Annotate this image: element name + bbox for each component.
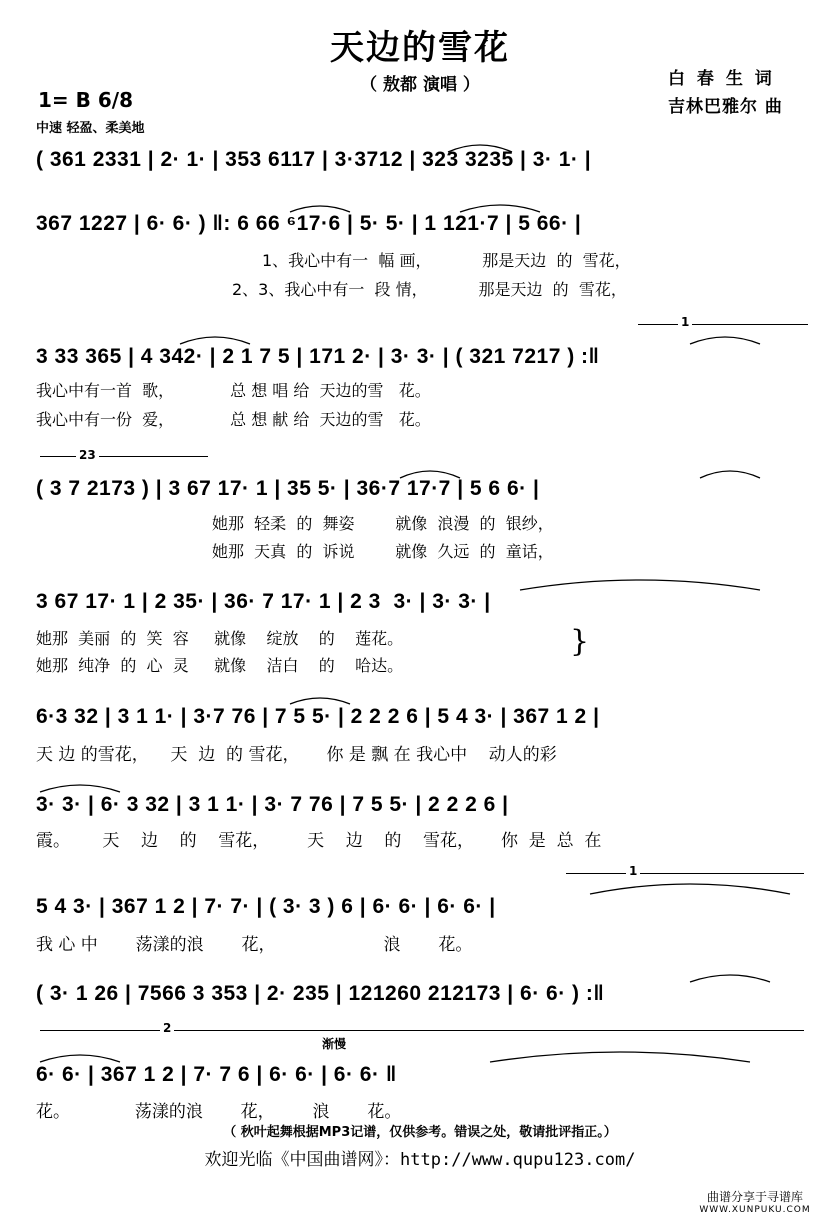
volta-label-2: 2 <box>160 1021 174 1035</box>
lyric-line-8: 我 心 中 荡漾的浪 花， 浪 花。 <box>36 935 473 955</box>
score-line-8: 5 4 3· | 367 1 2 | 7· 7· | ( 3· 3 ) 6 | 6· 6· | 6· 6· | <box>36 895 496 918</box>
welcome-link[interactable]: 欢迎光临《中国曲谱网》：http://www.qupu123.com/ <box>204 1150 636 1170</box>
footer-watermark <box>690 1191 820 1217</box>
lyric-line-7: 霞。 天 边 的 雪花， 天 边 的 雪花， 你 是 总 在 <box>36 831 602 851</box>
lyric-line-6: 天 边 的雪花， 天 边 的 雪花， 你 是 飘 在 我心中 动人的彩 <box>36 745 557 765</box>
score-line-10: 6· 6· | 367 1 2 | 7· 7 6 | 6· 6· | 6· 6· ‖ <box>36 1063 397 1086</box>
score-line-9: ( 3· 1 26 | 7566 3 353 | 2· 235 | 121260 212173 | 6· 6· ) :‖ <box>36 982 605 1005</box>
lyric-line-10: 花。 荡漾的浪 花， 浪 花。 <box>36 1102 402 1122</box>
volta-label-1b: 1 <box>626 864 640 878</box>
lyric-line-2-verse-1: 1、我心中有一 幅 画， 那是天边 的 雪花， <box>262 251 631 270</box>
volta-label-23: 23 <box>76 448 99 462</box>
lyric-line-4-verse-2: 她那 天真 的 诉说 就像 久远 的 童话， <box>212 542 554 561</box>
score-line-6: 6·3 32 | 3 1 1· | 3·7 76 | 7 5 5· | 2 2 2 6 | 5 4 3· | 367 1 2 | <box>36 705 600 728</box>
song-title: 天边的雪花 <box>330 28 510 68</box>
score-line-7: 3· 3· | 6· 3 32 | 3 1 1· | 3· 7 76 | 7 5 5· | 2 2 2 6 | <box>36 793 509 816</box>
score-line-4: ( 3 7 2173 ) | 3 67 17· 1 | 35 5· | 36·7 17·7 | 5 6 6· | <box>36 477 540 500</box>
composer-credit: 吉林巴雅尔 曲 <box>668 97 783 117</box>
key-signature: 1= B 6/8 <box>38 88 133 112</box>
score-line-2: 367 1227 | 6· 6· ) ‖: 6 66 ⁶17·6 | 5· 5· | 1 121·7 | 5 66· | <box>36 212 582 235</box>
tempo-change-marking: 渐慢 <box>322 1037 347 1051</box>
transcription-note: （ 秋叶起舞根据MP3记谱，仅供参考。错误之处，敬请批评指正。） <box>223 1125 617 1140</box>
verse-brace-icon: } <box>570 624 590 659</box>
lyricist-credit: 白 春 生 词 <box>668 69 775 89</box>
performer-line: （ 敖都 演唱 ） <box>360 75 480 95</box>
lyric-line-5-verse-2: 她那 纯净 的 心 灵 就像 洁白 的 哈达。 <box>36 656 404 675</box>
lyric-line-2-verse-2: 2、3、我心中有一 段 情， 那是天边 的 雪花， <box>232 280 627 299</box>
lyric-line-4-verse-1: 她那 轻柔 的 舞姿 就像 浪漫 的 银纱， <box>212 514 554 533</box>
lyric-line-3-verse-1: 我心中有一首 歌， 总 想 唱 给 天边的雪 花。 <box>36 381 431 400</box>
score-line-5: 3 67 17· 1 | 2 35· | 36· 7 17· 1 | 2 3 3· | 3· 3· | <box>36 590 491 613</box>
score-line-3: 3 33 365 | 4 342· | 2 1 7 5 | 171 2· | 3· 3· | ( 321 7217 ) :‖ <box>36 345 600 368</box>
footer-line-1: 曲谱分享于寻谱库 <box>706 1190 803 1204</box>
volta-label-1: 1 <box>678 315 692 329</box>
lyric-line-5-verse-1: 她那 美丽 的 笑 容 就像 绽放 的 莲花。 <box>36 629 404 648</box>
footer-line-2: WWW.XUNPUKU.COM <box>699 1205 811 1215</box>
lyric-line-3-verse-2: 我心中有一份 爱， 总 想 献 给 天边的雪 花。 <box>36 410 431 429</box>
score-line-1: ( 361 2331 | 2· 1· | 353 6117 | 3·3712 | 323 3235 | 3· 1· | <box>36 148 592 171</box>
tempo-marking: 中速 轻盈、柔美地 <box>36 121 145 136</box>
